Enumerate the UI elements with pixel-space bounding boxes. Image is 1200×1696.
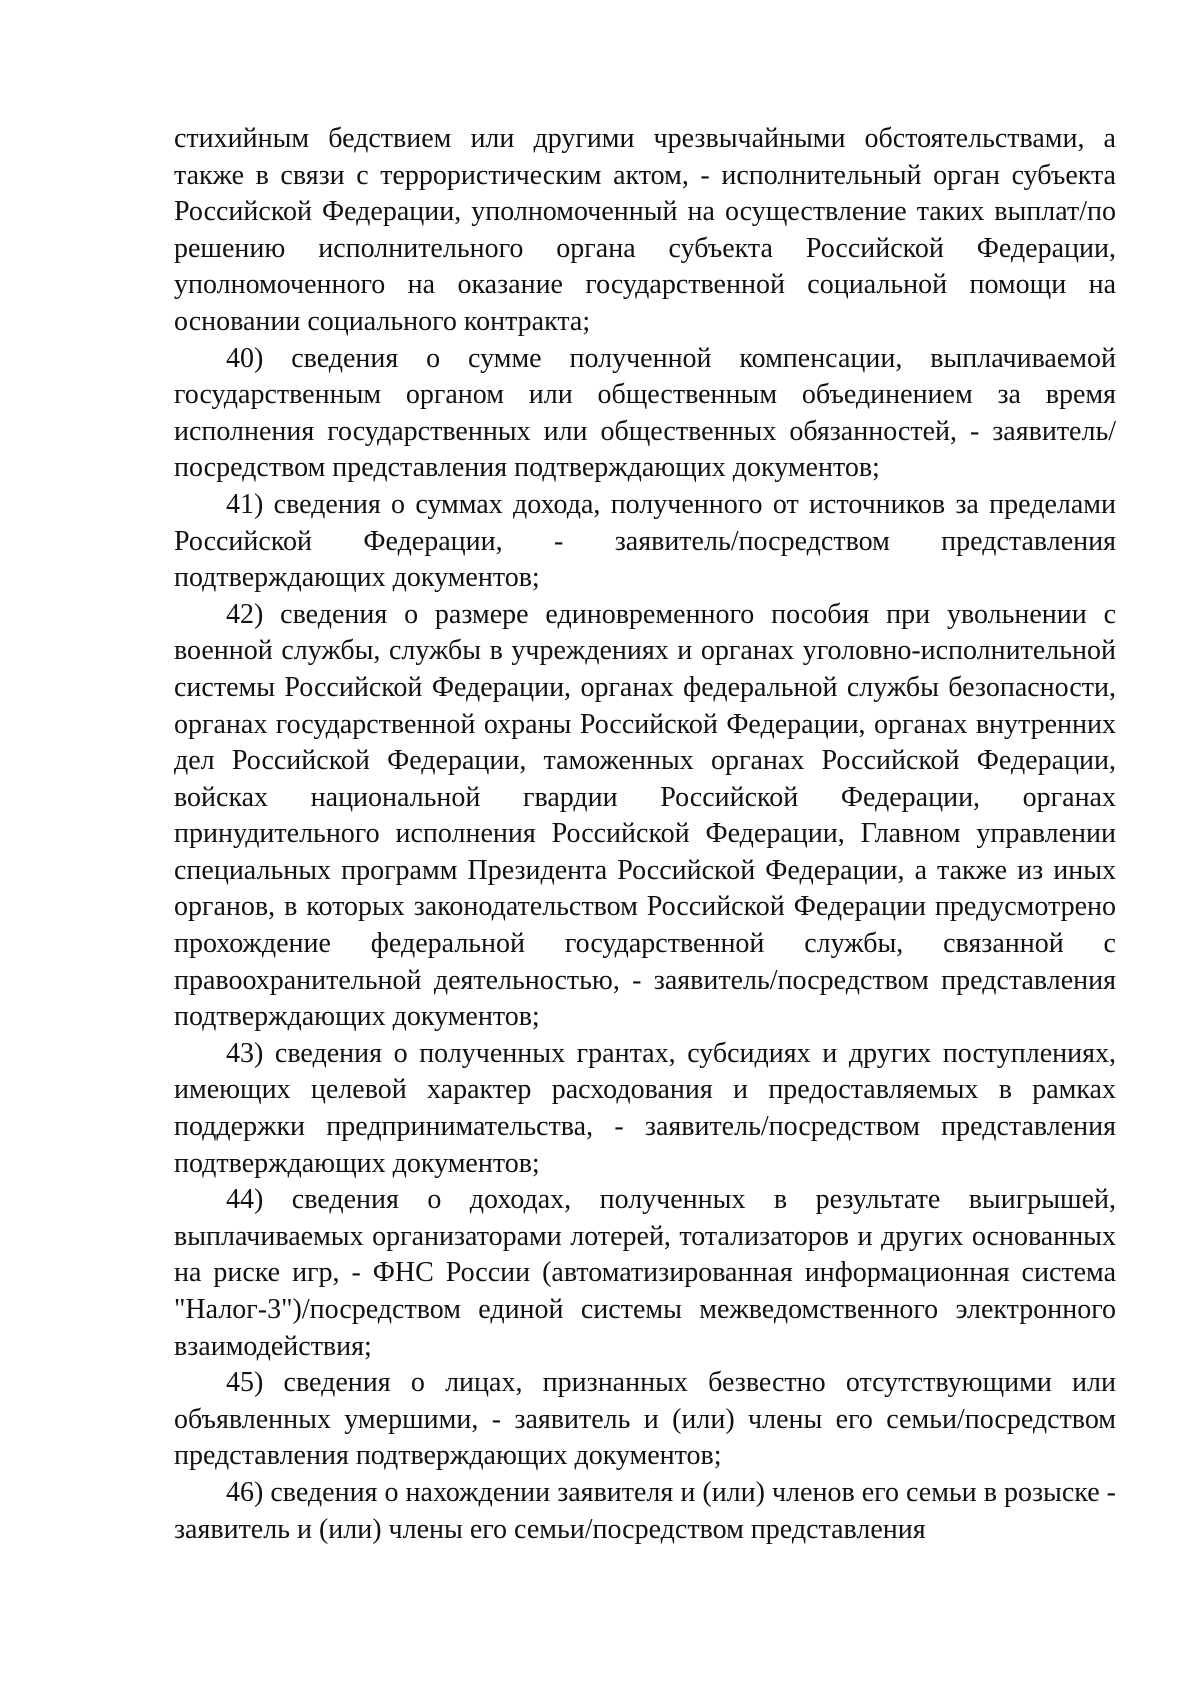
paragraph-item-42: 42) сведения о размере единовременного пособия при увольнении с военной службы, службы в учреждениях и органах уголовно-исполнительной системы Российской Федерации, органах федеральной службы безопасности, органах государственной охраны Российской Федерации, органах внутренних дел Российской Федерации, таможенных органах Российской Федерации, войсках национальной гвардии Российской Федерации, органах принудительного исполнения Российской Федерации, Главном управлении специальных программ Президента Российской Федерации, а также из иных органов, в которых законодательством Российской Федерации предусмотрено прохождение федеральной государственной службы, связанной с правоохранительной деятельностью, - заявитель/посредством представления подтверждающих документов; <box>174 598 1116 1033</box>
document-body <box>174 121 1116 1548</box>
paragraph-continuation: стихийным бедствием или другими чрезвычайными обстоятельствами, а также в связи с террористическим актом, - исполнительный орган субъекта Российской Федерации, уполномоченный на осуществление таких выплат/по решению исполнительного органа субъекта Российской Федерации, уполномоченного на оказание государственной социальной помощи на основании социального контракта; <box>174 123 1116 337</box>
paragraph-item-43: 43) сведения о полученных грантах, субсидиях и других поступлениях, имеющих целевой характер расходования и предоставляемых в рамках поддержки предпринимательства, - заявитель/посредством представления подтверждающих документов; <box>174 1037 1116 1179</box>
paragraph-item-40: 40) сведения о сумме полученной компенсации, выплачиваемой государственным органом или общественным объединением за время исполнения государственных или общественных обязанностей, - заявитель/посредством представления подтверждающих документов; <box>174 342 1116 484</box>
paragraph-item-46: 46) сведения о нахождении заявителя и (или) членов его семьи в розыске - заявитель и (или) члены его семьи/посредством представления <box>174 1476 1116 1545</box>
paragraph-item-45: 45) сведения о лицах, признанных безвестно отсутствующими или объявленных умершими, - заявитель и (или) члены его семьи/посредством представления подтверждающих документов; <box>174 1367 1116 1472</box>
paragraph-item-44: 44) сведения о доходах, полученных в результате выигрышей, выплачиваемых организаторами лотерей, тотализаторов и других основанных на риске игр, - ФНС России (автоматизированная информационная система "Налог-3")/посредством единой системы межведомственного электронного взаимодействия; <box>174 1184 1116 1362</box>
paragraph-item-41: 41) сведения о суммах дохода, полученного от источников за пределами Российской Федерации, - заявитель/посредством представления подтверждающих документов; <box>174 488 1116 594</box>
